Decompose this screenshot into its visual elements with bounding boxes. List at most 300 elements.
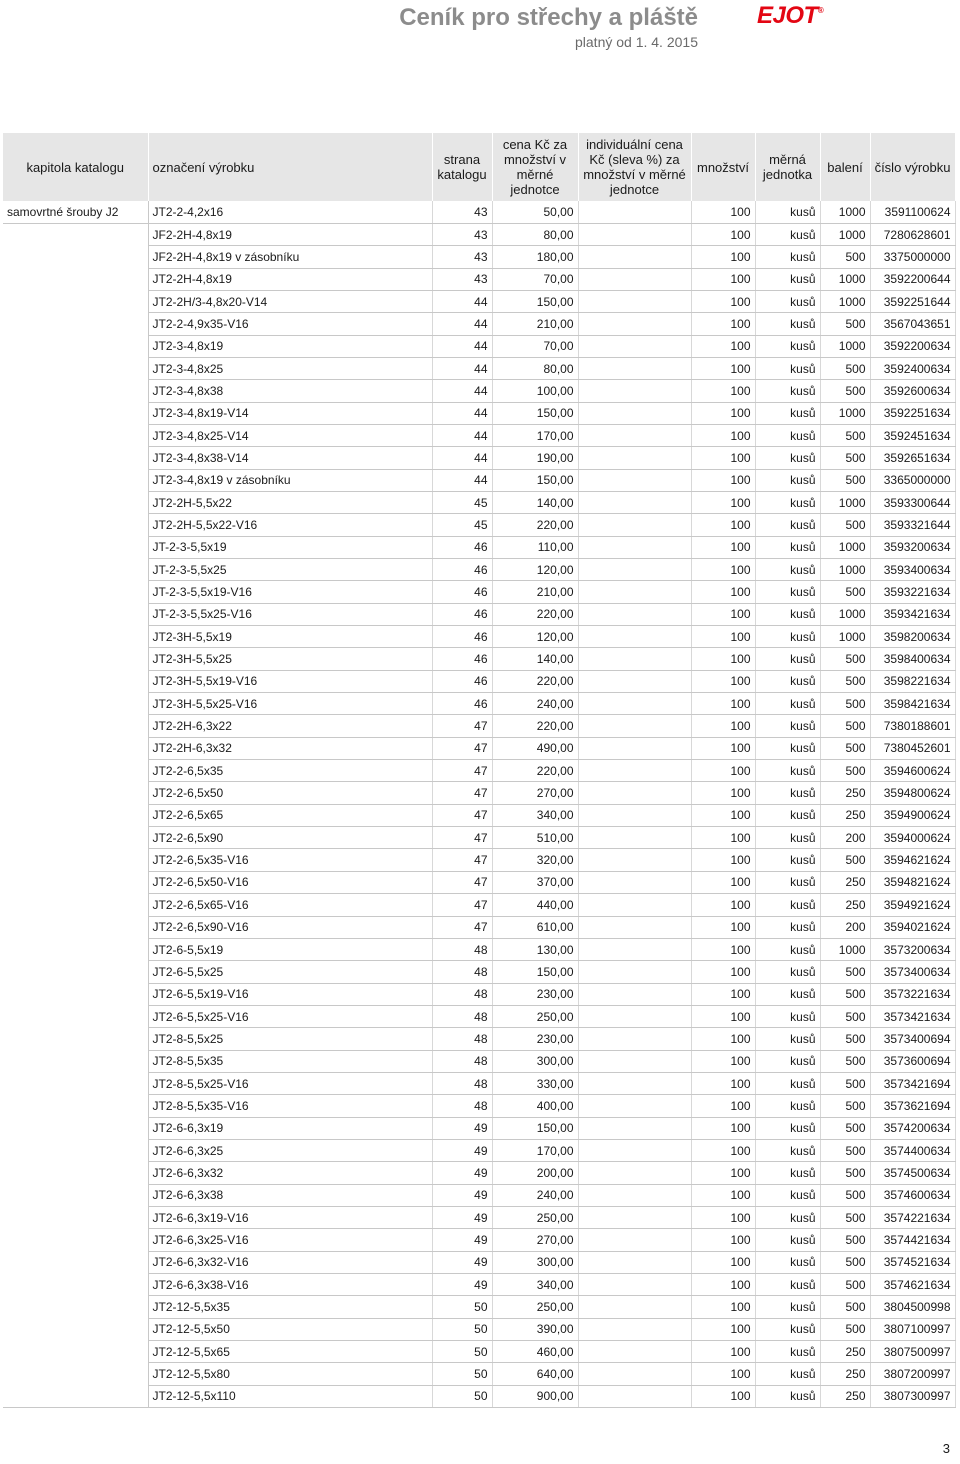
chapter-cell [3, 559, 148, 581]
individual-price-cell [578, 760, 691, 782]
unit-cell: kusů [755, 1139, 820, 1161]
quantity-cell: 100 [691, 938, 755, 960]
quantity-cell: 100 [691, 670, 755, 692]
chapter-cell [3, 916, 148, 938]
catalog-page-cell: 44 [432, 380, 492, 402]
product-number-cell: 3593200634 [870, 536, 955, 558]
unit-cell: kusů [755, 514, 820, 536]
price-cell: 200,00 [492, 1162, 578, 1184]
price-cell: 230,00 [492, 983, 578, 1005]
price-cell: 80,00 [492, 357, 578, 379]
unit-cell: kusů [755, 1251, 820, 1273]
product-name-cell: JT2-2-6,5x35 [148, 760, 432, 782]
packaging-cell: 500 [820, 1251, 870, 1273]
table-row [3, 1363, 955, 1385]
unit-cell: kusů [755, 938, 820, 960]
quantity-cell: 100 [691, 491, 755, 513]
product-number-cell: 3592400634 [870, 357, 955, 379]
product-number-cell: 3598421634 [870, 693, 955, 715]
product-name-cell: JT2-12-5,5x65 [148, 1341, 432, 1363]
packaging-cell: 500 [820, 246, 870, 268]
quantity-cell: 100 [691, 357, 755, 379]
packaging-cell: 500 [820, 1296, 870, 1318]
packaging-cell: 1000 [820, 626, 870, 648]
unit-cell: kusů [755, 782, 820, 804]
price-cell: 130,00 [492, 938, 578, 960]
product-name-cell: JT2-3-4,8x38 [148, 380, 432, 402]
product-number-cell: 3594800624 [870, 782, 955, 804]
catalog-page-cell: 50 [432, 1363, 492, 1385]
product-number-cell: 3574600634 [870, 1184, 955, 1206]
catalog-page-cell: 43 [432, 268, 492, 290]
price-cell: 150,00 [492, 1117, 578, 1139]
unit-cell: kusů [755, 559, 820, 581]
product-number-cell: 3807500997 [870, 1341, 955, 1363]
individual-price-cell [578, 424, 691, 446]
quantity-cell: 100 [691, 782, 755, 804]
catalog-page-cell: 47 [432, 804, 492, 826]
product-name-cell: JT2-12-5,5x80 [148, 1363, 432, 1385]
packaging-cell: 500 [820, 1072, 870, 1094]
unit-cell: kusů [755, 223, 820, 245]
unit-cell: kusů [755, 715, 820, 737]
price-cell: 170,00 [492, 424, 578, 446]
unit-cell: kusů [755, 536, 820, 558]
packaging-cell: 1000 [820, 559, 870, 581]
unit-cell: kusů [755, 402, 820, 424]
price-cell: 240,00 [492, 1184, 578, 1206]
product-name-cell: JT-2-3-5,5x19 [148, 536, 432, 558]
chapter-cell [3, 1028, 148, 1050]
price-cell: 370,00 [492, 871, 578, 893]
quantity-cell: 100 [691, 447, 755, 469]
product-number-cell: 3574500634 [870, 1162, 955, 1184]
packaging-cell: 200 [820, 827, 870, 849]
chapter-cell [3, 1095, 148, 1117]
individual-price-cell [578, 804, 691, 826]
chapter-cell [3, 223, 148, 245]
chapter-cell [3, 603, 148, 625]
price-cell: 460,00 [492, 1341, 578, 1363]
product-name-cell: JT2-2H-6,3x22 [148, 715, 432, 737]
product-number-cell: 3594821624 [870, 871, 955, 893]
quantity-cell: 100 [691, 380, 755, 402]
chapter-cell [3, 1385, 148, 1407]
product-number-cell: 3365000000 [870, 469, 955, 491]
chapter-cell [3, 469, 148, 491]
chapter-cell [3, 313, 148, 335]
table-row [3, 1050, 955, 1072]
catalog-page-cell: 44 [432, 335, 492, 357]
table-row [3, 760, 955, 782]
catalog-page-cell: 49 [432, 1117, 492, 1139]
product-number-cell: 3592251634 [870, 402, 955, 424]
product-name-cell: JT2-12-5,5x35 [148, 1296, 432, 1318]
price-cell: 210,00 [492, 581, 578, 603]
product-number-cell: 3574621634 [870, 1274, 955, 1296]
product-number-cell: 3573200634 [870, 938, 955, 960]
quantity-cell: 100 [691, 1363, 755, 1385]
product-name-cell: JT2-3-4,8x19 [148, 335, 432, 357]
table-row [3, 424, 955, 446]
catalog-page-cell: 45 [432, 491, 492, 513]
chapter-cell [3, 402, 148, 424]
unit-cell: kusů [755, 491, 820, 513]
individual-price-cell [578, 1318, 691, 1340]
product-number-cell: 3593400634 [870, 559, 955, 581]
price-cell: 320,00 [492, 849, 578, 871]
chapter-cell [3, 670, 148, 692]
catalog-page-cell: 48 [432, 961, 492, 983]
product-number-cell: 3574521634 [870, 1251, 955, 1273]
chapter-cell [3, 268, 148, 290]
product-name-cell: JT2-6-6,3x19-V16 [148, 1206, 432, 1228]
unit-cell: kusů [755, 871, 820, 893]
price-cell: 400,00 [492, 1095, 578, 1117]
price-cell: 140,00 [492, 648, 578, 670]
price-cell: 220,00 [492, 760, 578, 782]
unit-cell: kusů [755, 648, 820, 670]
table-row [3, 938, 955, 960]
price-cell: 610,00 [492, 916, 578, 938]
individual-price-cell [578, 916, 691, 938]
unit-cell: kusů [755, 849, 820, 871]
quantity-cell: 100 [691, 246, 755, 268]
product-number-cell: 3573421634 [870, 1005, 955, 1027]
table-row [3, 871, 955, 893]
unit-cell: kusů [755, 1363, 820, 1385]
catalog-page-cell: 46 [432, 670, 492, 692]
product-name-cell: JT2-2-6,5x65 [148, 804, 432, 826]
packaging-cell: 500 [820, 849, 870, 871]
catalog-page-cell: 47 [432, 871, 492, 893]
unit-cell: kusů [755, 581, 820, 603]
page-title: Ceník pro střechy a pláště [399, 4, 698, 31]
individual-price-cell [578, 1341, 691, 1363]
catalog-page-cell: 44 [432, 402, 492, 424]
individual-price-cell [578, 1296, 691, 1318]
unit-cell: kusů [755, 693, 820, 715]
packaging-cell: 1000 [820, 201, 870, 223]
individual-price-cell [578, 1206, 691, 1228]
quantity-cell: 100 [691, 335, 755, 357]
unit-cell: kusů [755, 983, 820, 1005]
quantity-cell: 100 [691, 715, 755, 737]
unit-cell: kusů [755, 916, 820, 938]
quantity-cell: 100 [691, 1117, 755, 1139]
quantity-cell: 100 [691, 514, 755, 536]
price-cell: 250,00 [492, 1296, 578, 1318]
chapter-cell [3, 1274, 148, 1296]
individual-price-cell [578, 894, 691, 916]
packaging-cell: 500 [820, 1162, 870, 1184]
quantity-cell: 100 [691, 1341, 755, 1363]
packaging-cell: 250 [820, 1385, 870, 1407]
unit-cell: kusů [755, 357, 820, 379]
product-number-cell: 3594921624 [870, 894, 955, 916]
individual-price-cell [578, 1363, 691, 1385]
unit-cell: kusů [755, 1296, 820, 1318]
price-cell: 120,00 [492, 559, 578, 581]
product-name-cell: JT2-12-5,5x110 [148, 1385, 432, 1407]
catalog-page-cell: 46 [432, 559, 492, 581]
individual-price-cell [578, 871, 691, 893]
unit-cell: kusů [755, 626, 820, 648]
chapter-cell: samovrtné šrouby J2 [3, 201, 148, 223]
packaging-cell: 500 [820, 469, 870, 491]
packaging-cell: 500 [820, 1274, 870, 1296]
unit-cell: kusů [755, 1206, 820, 1228]
packaging-cell: 500 [820, 1050, 870, 1072]
price-table [3, 133, 956, 1408]
quantity-cell: 100 [691, 603, 755, 625]
quantity-cell: 100 [691, 1296, 755, 1318]
quantity-cell: 100 [691, 424, 755, 446]
packaging-cell: 500 [820, 648, 870, 670]
catalog-page-cell: 47 [432, 737, 492, 759]
price-cell: 150,00 [492, 402, 578, 424]
table-row [3, 1385, 955, 1407]
quantity-cell: 100 [691, 201, 755, 223]
individual-price-cell [578, 1095, 691, 1117]
packaging-cell: 500 [820, 1229, 870, 1251]
product-name-cell: JT2-6-5,5x19-V16 [148, 983, 432, 1005]
quantity-cell: 100 [691, 1318, 755, 1340]
product-name-cell: JT2-3H-5,5x19 [148, 626, 432, 648]
col-header-product-number: číslo výrobku [870, 133, 955, 201]
unit-cell: kusů [755, 447, 820, 469]
quantity-cell: 100 [691, 581, 755, 603]
individual-price-cell [578, 380, 691, 402]
catalog-page-cell: 48 [432, 1095, 492, 1117]
catalog-page-cell: 46 [432, 536, 492, 558]
price-cell: 490,00 [492, 737, 578, 759]
individual-price-cell [578, 223, 691, 245]
price-cell: 510,00 [492, 827, 578, 849]
catalog-page-cell: 44 [432, 447, 492, 469]
product-name-cell: JT2-6-6,3x25 [148, 1139, 432, 1161]
price-cell: 900,00 [492, 1385, 578, 1407]
product-number-cell: 3807300997 [870, 1385, 955, 1407]
individual-price-cell [578, 1251, 691, 1273]
chapter-cell [3, 491, 148, 513]
chapter-cell [3, 1162, 148, 1184]
product-number-cell: 3593321644 [870, 514, 955, 536]
table-row [3, 536, 955, 558]
table-row [3, 626, 955, 648]
chapter-cell [3, 737, 148, 759]
catalog-page-cell: 49 [432, 1251, 492, 1273]
unit-cell: kusů [755, 201, 820, 223]
unit-cell: kusů [755, 827, 820, 849]
catalog-page-cell: 50 [432, 1296, 492, 1318]
table-row [3, 916, 955, 938]
chapter-cell [3, 424, 148, 446]
table-row [3, 559, 955, 581]
individual-price-cell [578, 335, 691, 357]
price-cell: 250,00 [492, 1206, 578, 1228]
individual-price-cell [578, 559, 691, 581]
packaging-cell: 500 [820, 670, 870, 692]
validity-date: platný od 1. 4. 2015 [575, 34, 698, 50]
catalog-page-cell: 43 [432, 246, 492, 268]
chapter-cell [3, 581, 148, 603]
product-name-cell: JT2-2-6,5x90-V16 [148, 916, 432, 938]
unit-cell: kusů [755, 1162, 820, 1184]
chapter-cell [3, 782, 148, 804]
price-cell: 220,00 [492, 603, 578, 625]
table-row [3, 469, 955, 491]
individual-price-cell [578, 514, 691, 536]
packaging-cell: 200 [820, 916, 870, 938]
individual-price-cell [578, 536, 691, 558]
table-row [3, 782, 955, 804]
table-row [3, 1117, 955, 1139]
unit-cell: kusů [755, 469, 820, 491]
chapter-cell [3, 1139, 148, 1161]
packaging-cell: 500 [820, 737, 870, 759]
catalog-page-cell: 44 [432, 469, 492, 491]
product-number-cell: 3574200634 [870, 1117, 955, 1139]
individual-price-cell [578, 626, 691, 648]
individual-price-cell [578, 1050, 691, 1072]
table-row [3, 715, 955, 737]
chapter-cell [3, 514, 148, 536]
chapter-cell [3, 804, 148, 826]
price-cell: 210,00 [492, 313, 578, 335]
chapter-cell [3, 871, 148, 893]
table-row [3, 670, 955, 692]
individual-price-cell [578, 201, 691, 223]
table-row [3, 1162, 955, 1184]
packaging-cell: 500 [820, 1117, 870, 1139]
catalog-page-cell: 48 [432, 1050, 492, 1072]
product-name-cell: JT2-3-4,8x25-V14 [148, 424, 432, 446]
price-cell: 70,00 [492, 268, 578, 290]
individual-price-cell [578, 670, 691, 692]
individual-price-cell [578, 1385, 691, 1407]
individual-price-cell [578, 1139, 691, 1161]
price-cell: 70,00 [492, 335, 578, 357]
product-number-cell: 3573400694 [870, 1028, 955, 1050]
chapter-cell [3, 983, 148, 1005]
unit-cell: kusů [755, 760, 820, 782]
quantity-cell: 100 [691, 871, 755, 893]
packaging-cell: 500 [820, 760, 870, 782]
quantity-cell: 100 [691, 1229, 755, 1251]
product-number-cell: 3573621694 [870, 1095, 955, 1117]
quantity-cell: 100 [691, 536, 755, 558]
catalog-page-cell: 50 [432, 1385, 492, 1407]
product-name-cell: JT2-6-6,3x32-V16 [148, 1251, 432, 1273]
product-name-cell: JF2-2H-4,8x19 v zásobníku [148, 246, 432, 268]
product-name-cell: JT2-2-6,5x50-V16 [148, 871, 432, 893]
quantity-cell: 100 [691, 313, 755, 335]
product-name-cell: JF2-2H-4,8x19 [148, 223, 432, 245]
table-row [3, 268, 955, 290]
quantity-cell: 100 [691, 827, 755, 849]
catalog-page-cell: 50 [432, 1318, 492, 1340]
table-header-row [3, 133, 955, 201]
product-name-cell: JT2-2H-6,3x32 [148, 737, 432, 759]
unit-cell: kusů [755, 961, 820, 983]
product-name-cell: JT2-2-6,5x65-V16 [148, 894, 432, 916]
quantity-cell: 100 [691, 737, 755, 759]
catalog-page-cell: 47 [432, 894, 492, 916]
table-row [3, 894, 955, 916]
chapter-cell [3, 849, 148, 871]
chapter-cell [3, 760, 148, 782]
table-row [3, 961, 955, 983]
chapter-cell [3, 447, 148, 469]
table-row [3, 1095, 955, 1117]
table-row [3, 648, 955, 670]
product-name-cell: JT2-3H-5,5x25-V16 [148, 693, 432, 715]
price-cell: 150,00 [492, 961, 578, 983]
individual-price-cell [578, 648, 691, 670]
table-row [3, 983, 955, 1005]
product-number-cell: 3598200634 [870, 626, 955, 648]
price-cell: 170,00 [492, 1139, 578, 1161]
unit-cell: kusů [755, 1385, 820, 1407]
quantity-cell: 100 [691, 1385, 755, 1407]
unit-cell: kusů [755, 335, 820, 357]
packaging-cell: 1000 [820, 290, 870, 312]
product-name-cell: JT2-3H-5,5x25 [148, 648, 432, 670]
individual-price-cell [578, 469, 691, 491]
chapter-cell [3, 1251, 148, 1273]
unit-cell: kusů [755, 1184, 820, 1206]
unit-cell: kusů [755, 670, 820, 692]
unit-cell: kusů [755, 737, 820, 759]
catalog-page-cell: 44 [432, 424, 492, 446]
price-cell: 190,00 [492, 447, 578, 469]
individual-price-cell [578, 357, 691, 379]
product-number-cell: 3594600624 [870, 760, 955, 782]
packaging-cell: 500 [820, 1005, 870, 1027]
unit-cell: kusů [755, 1117, 820, 1139]
registered-mark: ® [817, 6, 824, 15]
table-row [3, 380, 955, 402]
product-name-cell: JT2-3-4,8x38-V14 [148, 447, 432, 469]
packaging-cell: 500 [820, 581, 870, 603]
chapter-cell [3, 536, 148, 558]
quantity-cell: 100 [691, 648, 755, 670]
packaging-cell: 1000 [820, 335, 870, 357]
product-number-cell: 3567043651 [870, 313, 955, 335]
unit-cell: kusů [755, 246, 820, 268]
table-row [3, 335, 955, 357]
table-row [3, 804, 955, 826]
catalog-page-cell: 46 [432, 603, 492, 625]
chapter-cell [3, 246, 148, 268]
chapter-cell [3, 1296, 148, 1318]
chapter-cell [3, 1229, 148, 1251]
price-cell: 150,00 [492, 290, 578, 312]
product-number-cell: 3573421694 [870, 1072, 955, 1094]
quantity-cell: 100 [691, 961, 755, 983]
individual-price-cell [578, 1072, 691, 1094]
quantity-cell: 100 [691, 469, 755, 491]
product-name-cell: JT2-2-6,5x35-V16 [148, 849, 432, 871]
chapter-cell [3, 1184, 148, 1206]
catalog-page-cell: 47 [432, 760, 492, 782]
chapter-cell [3, 715, 148, 737]
chapter-cell [3, 648, 148, 670]
product-number-cell: 3807100997 [870, 1318, 955, 1340]
chapter-cell [3, 827, 148, 849]
chapter-cell [3, 1117, 148, 1139]
